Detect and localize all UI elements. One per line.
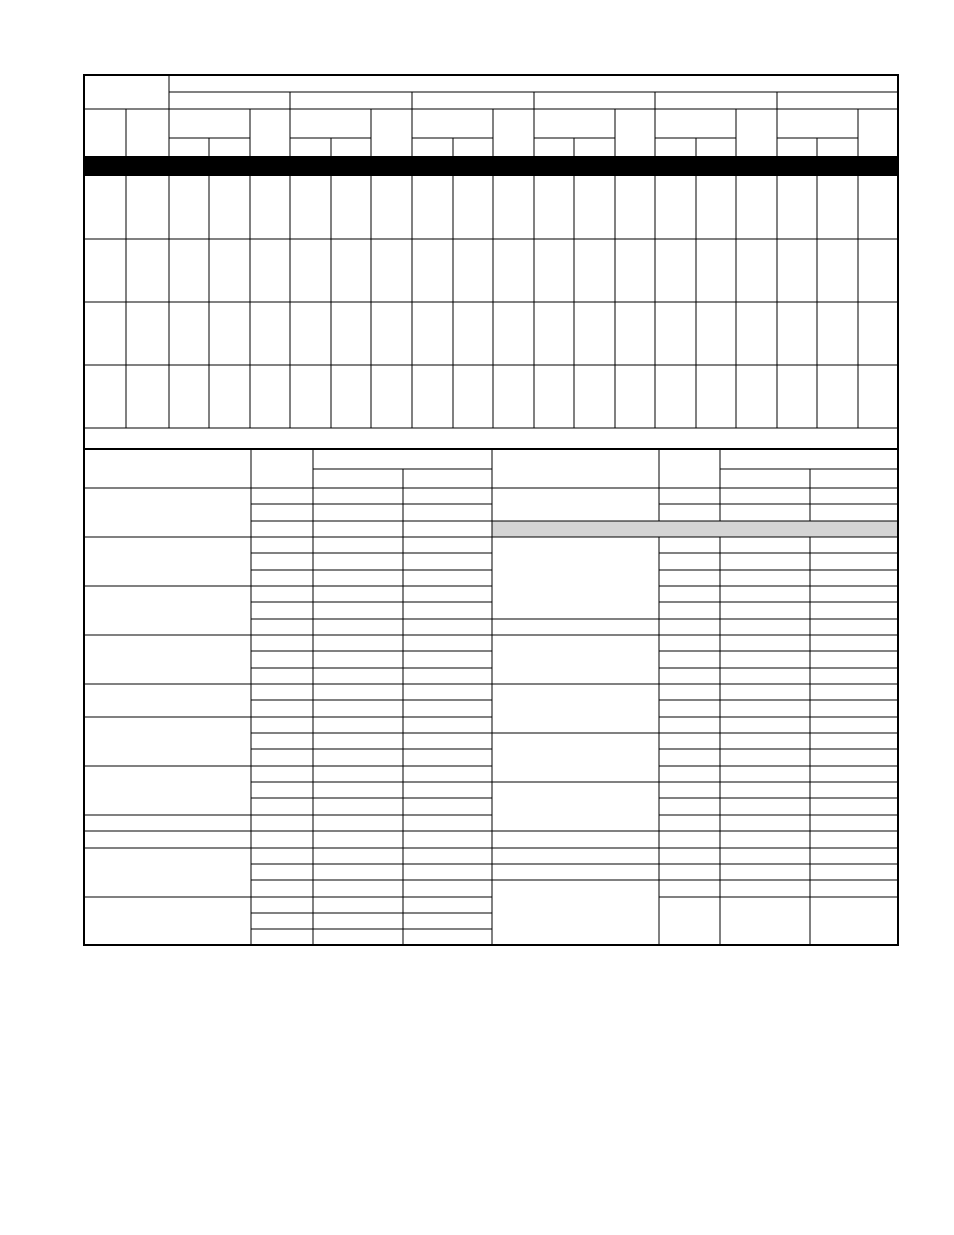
top-table: [84, 75, 898, 449]
shaded-band: [492, 521, 898, 537]
bottom-table: [84, 449, 898, 945]
top-table-frame: [84, 75, 898, 449]
header-band: [84, 156, 898, 176]
